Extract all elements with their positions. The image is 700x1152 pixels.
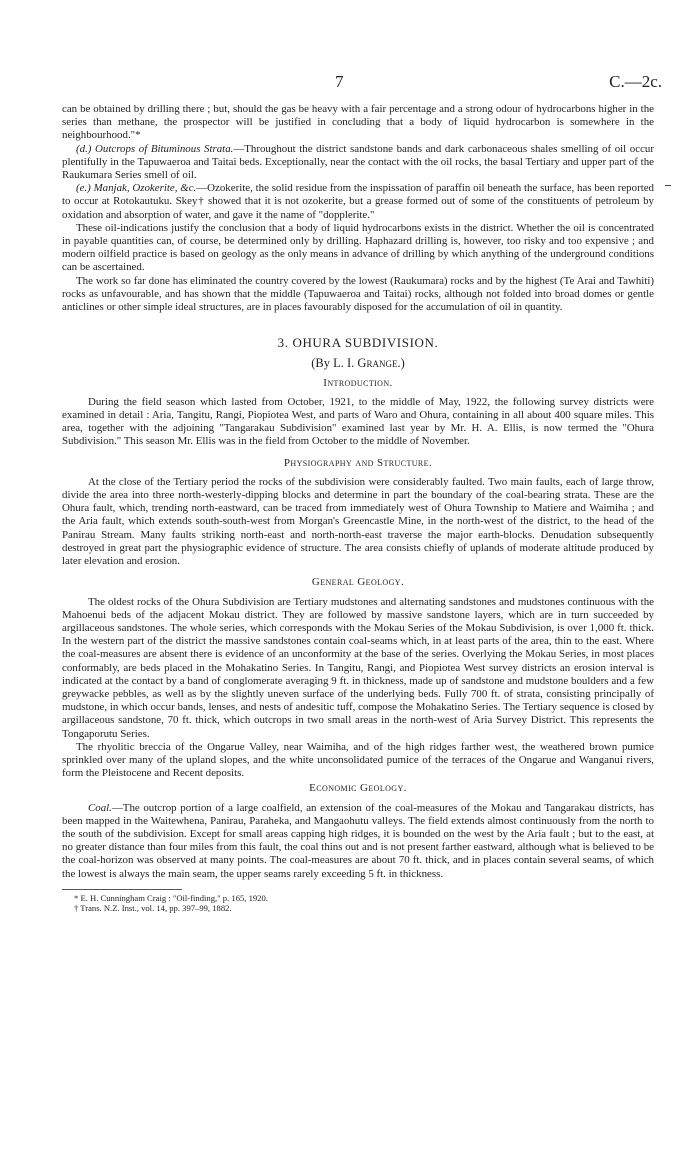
section-title: 3. OHURA SUBDIVISION. bbox=[277, 335, 439, 351]
general-geology-heading: General Geology. bbox=[311, 576, 405, 589]
paragraph-work: The work so far done has eliminated the country covered by the lowest (Raukumara) rocks and by the highest (Te Arai and Tawhiti) rocks as unfavourable, and has shown that the middle (Tapuwaeroa and Taitai) rocks, although not folded into broad domes or gentle anticlines or other simple ideal structures, are in places favourably disposed for the accumulation of oil in quantity. bbox=[62, 274, 654, 314]
footnote-2: † Trans. N.Z. Inst., vol. 14, pp. 397–99, 1882. bbox=[74, 903, 232, 914]
economic-geology-heading: Economic Geology. bbox=[309, 782, 407, 795]
continued-paragraph: can be obtained by drilling there ; but, should the gas be heavy with a fair percentage and a strong odour of hydrocarbons higher in the series than methane, the prospector will be justified in concluding that a body of liquid hydrocarbon is somewhere in the neighbourhood."* bbox=[62, 103, 654, 142]
document-reference: C.—2c. bbox=[609, 72, 662, 91]
page-number: 7 bbox=[335, 72, 344, 91]
paragraph-d-label: (d.) Outcrops of Bituminous Strata. bbox=[76, 142, 234, 155]
paragraph-e-label: (e.) Manjak, Ozokerite, &c. bbox=[76, 182, 197, 195]
paragraph-d-text: —Throughout the district sandstone bands and dark carbonaceous shales smelling of oil occur plentifully in the Tapuwaeroa and Taitai beds. Exceptionally, near the contact with the oil rocks, the basal Tertiary and upper part of the Raukumara Series smell of oil. bbox=[62, 142, 654, 182]
general-geology-paragraph-2: The rhyolitic breccia of the Ongarue Valley, near Waimiha, and of the high ridges farther west, the weathered brown pumice sprinkled over many of the upland slopes, and the white unconsolidated pumice of the terraces of the Ongarue and Wanganui rivers, form the Pleistocene and Recent deposits. bbox=[62, 740, 654, 780]
physiography-paragraph: At the close of the Tertiary period the rocks of the subdivision were considerably faulted. Two main faults, each of large throw, divide the area into three north-westerly-dipping blocks and determine in part the boundary of the coal-bearing strata. These are the Ohura fault, which, trending north-eastward, can be traced from immediately west of Ohura Township to Matiere and Waimiha ; and the Aria fault, which extends south-south-west from Morgan's Greencastle Mine, in the north-west of the district, to the head of the Panirau Stream. Many faults striking north-east and north-north-east traverse the major earth-blocks. Denudation subsequently destroyed in great part the physiographic evidence of structure. The area consists chiefly of uplands of moderate altitude produced by later elevation and erosion. bbox=[62, 475, 654, 568]
paragraph-e-text: —Ozokerite, the solid residue from the inspissation of paraffin oil beneath the surface, has been reported to occur at Rotokautuku. Skey† showed that it is not ozokerite, but a grease formed out of some of the constituents of petroleum by oxidation and absorption of water, and gave it the name of "dopplerite." bbox=[62, 182, 654, 221]
paragraph-indications: These oil-indications justify the conclusion that a body of liquid hydrocarbons exists in the district. Whether the oil is concentrated in payable quantities can, of course, be determined only by drilling. Haphazard drilling is, however, too risky and too expensive ; and modern oilfield practice is based on geology as the only means in advance of drilling by which anything of the underground conditions can be ascertained. bbox=[62, 221, 654, 274]
margin-mark bbox=[665, 185, 671, 186]
page-header bbox=[0, 72, 700, 92]
page-body bbox=[62, 103, 654, 914]
byline-author: Grange bbox=[357, 356, 398, 371]
paragraph-e bbox=[62, 182, 654, 222]
footnote-1: * E. H. Cunningham Craig : "Oil-finding," p. 165, 1920. bbox=[74, 892, 268, 903]
coal-paragraph bbox=[62, 802, 654, 881]
introduction-paragraph: During the field season which lasted from October, 1921, to the middle of May, 1922, the following survey districts were examined in detail : Aria, Tangitu, Rangi, Piopiotea West, and parts of Waro and Ohura, containing in all about 400 square miles. This area, together with the adjoining "Tangarakau Subdivision" examined last year by Mr. H. A. Ellis, is now termed the "Ohura Subdivision." This season Mr. Ellis was in the field from October to the middle of November. bbox=[62, 395, 654, 448]
paragraph-d bbox=[62, 143, 654, 183]
byline-prefix: (By L. I. bbox=[311, 356, 358, 371]
byline bbox=[62, 357, 654, 370]
general-geology-paragraph: The oldest rocks of the Ohura Subdivision are Tertiary mudstones and alternating sandstones and mudstones continuous with the Mahoenui beds of the adjacent Mokau district. They are followed by massive sandstone layers, which are in turn succeeded by argillaceous sandstones. The whole series, which corresponds with the Mokau Series of the Mokau Subdivision, is over 1,000 ft. thick. In the western part of the district the massive sandstones contain coal-seams which, in at least parts of the area, thin to the east. Where the coal-measures are absent there is evidence of an unconformity at the base of the series. Overlying the Mokau Series, in most places conformably, are beds placed in the Mohakatino Series. In Tangitu, Rangi, and Piopiotea West survey districts an erosion interval is indicated at the contact by a band of conglomerate averaging 9 ft. in thickness, made up of sandstone and mudstone boulders and a few greywacke pebbles, as well as by the slightly uneven surface of the underlying beds. Fully 700 ft. of strata, consisting principally of mudstone, in which occur bands, lenses, and nests of andesitic tuff, compose the Mohakatino Series. The Tertiary sequence is closed by argillaceous sandstone, 70 ft. thick, which outcrops in two small areas in the north-west of Aria Survey District. This represents the Tongaporutu Series. bbox=[62, 595, 654, 740]
coal-label: Coal. bbox=[88, 801, 112, 814]
byline-suffix: .) bbox=[397, 356, 405, 371]
introduction-heading: Introduction. bbox=[323, 376, 393, 389]
coal-text: —The outcrop portion of a large coalfield, an extension of the coal-measures of the Mokau and Tangarakau districts, has been mapped in the Waitewhena, Panirau, Paraheka, and Mangaohutu valleys. The field extends almost continuously from the north to the south of the subdivision. Except for small areas capping high ridges, it is bounded on the west by the Aria fault ; but to the east, at no greater distance than four miles from this fault, the coal thins out and is not present farther eastward, although what is believed to be the coal-horizon was observed at many points. The coal-measures are about 70 ft. thick, and in places contain several seams, of which the lowest is always the main seam, the upper seams rarely exceeding 5 ft. in thickness. bbox=[62, 801, 654, 880]
footnote-divider bbox=[62, 889, 182, 890]
physiography-heading: Physiography and Structure. bbox=[283, 456, 433, 469]
